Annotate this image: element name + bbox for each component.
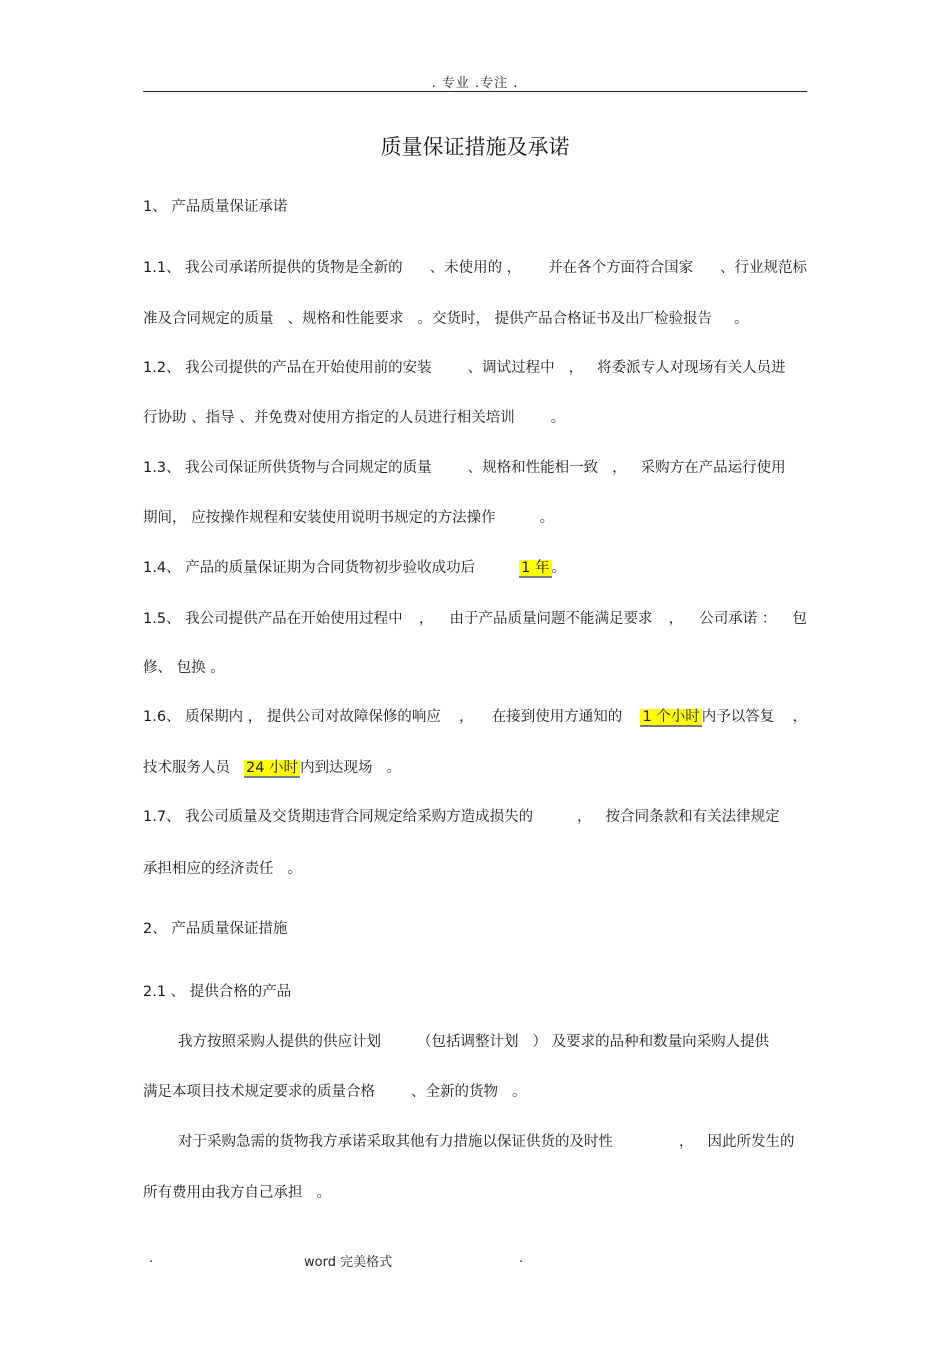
item-1-1-text-a: 1.1、 我公司承诺所提供的货物是全新的: [143, 260, 403, 276]
paragraph-1-text-2c: 。: [512, 1084, 527, 1100]
paragraph-1-text-a: 我方按照采购人提供的供应计划: [178, 1034, 381, 1050]
section-heading-2: 2、 产品质量保证措施: [143, 921, 288, 937]
paragraph-2-text-c: 因此所发生的: [707, 1134, 795, 1150]
item-1-3-line-1: [143, 458, 807, 478]
footer-text: word 完美格式: [304, 1255, 393, 1270]
paragraph-2-text-b: ，: [679, 1134, 694, 1150]
item-1-1-text-c: 并在各个方面符合国家: [548, 260, 694, 276]
header-divider: [143, 91, 807, 92]
item-1-6-line-1: [143, 707, 807, 727]
section-heading-1: 1、 产品质量保证承诺: [143, 199, 288, 215]
item-1-5-text-d: ，: [668, 611, 684, 627]
document-title: 质量保证措施及承诺: [380, 135, 570, 159]
item-1-1-line-2: [143, 309, 807, 329]
item-1-3-text-a: 1.3、 我公司保证所供货物与合同规定的质量: [143, 460, 432, 476]
item-1-6-text-c: 在接到使用方通知的: [491, 709, 623, 725]
item-1-5-text-c: 由于产品质量问题不能满足要求: [449, 611, 653, 627]
paragraph-2-line-1: [143, 1132, 807, 1152]
item-1-6-text-a: 1.6、 质保期内 ， 提供公司对故障保修的响应: [143, 709, 441, 725]
paragraph-1-text-2b: 、全新的货物: [411, 1084, 498, 1100]
item-1-3-text-2a: 期间， 应按操作规程和安装使用说明书规定的方法操作: [143, 510, 496, 526]
item-1-3-text-b: 、规格和性能相一致: [467, 460, 599, 476]
page-header: . 专业 .专注 .: [431, 76, 519, 91]
item-1-3-text-2b: 。: [539, 510, 555, 526]
item-1-1-text-2b: 、规格和性能要求: [287, 311, 404, 327]
item-1-1-text-2c: 。交货时，: [417, 311, 490, 327]
footer-left-mark: .: [149, 1251, 154, 1266]
item-1-5-line-2: 修、 包换 。: [143, 660, 225, 676]
paragraph-1-text-b: （包括调整计划: [417, 1034, 519, 1050]
item-1-6-text-2b: 内到达现场: [300, 760, 373, 776]
item-1-1-line-1: [143, 258, 807, 278]
item-1-6-text-d: 内予以答复: [701, 709, 775, 725]
item-1-6-line-2: [143, 758, 807, 778]
item-1-5-text-b: ，: [418, 611, 434, 627]
item-1-3-text-c: ，: [612, 460, 627, 476]
response-time-highlight: 1 个小时: [642, 709, 700, 725]
paragraph-2-line-2: [143, 1183, 807, 1203]
paragraph-1-text-d: 及要求的品种和数量向采购人提供: [551, 1034, 770, 1050]
item-1-1-text-b: 、未使用的 ，: [429, 260, 522, 276]
item-1-7-line-2: [143, 859, 807, 879]
paragraph-1-text-2a: 满足本项目技术规定要求的质量合格: [143, 1084, 375, 1100]
item-1-5-line-1: [143, 609, 807, 629]
item-1-2-text-a: 1.2、 我公司提供的产品在开始使用前的安装: [143, 360, 432, 376]
item-1-7-line-1: [143, 807, 807, 827]
paragraph-2-text-2a: 所有费用由我方自己承担: [143, 1185, 303, 1201]
item-1-7-text-a: 1.7、 我公司质量及交货期违背合同规定给采购方造成损失的: [143, 809, 534, 825]
item-1-1-text-d: 、行业规范标: [720, 260, 807, 276]
item-1-3-line-2: [143, 508, 807, 528]
onsite-time-highlight: 24 小时: [246, 760, 299, 776]
item-1-7-text-2a: 承担相应的经济责任: [143, 861, 274, 877]
item-1-2-line-2: [143, 408, 807, 428]
item-1-6-text-2c: 。: [386, 760, 402, 776]
item-1-5-text-a: 1.5、 我公司提供产品在开始使用过程中: [143, 611, 403, 627]
item-1-1-text-2d: 提供产品合格证书及出厂检验报告: [494, 311, 713, 327]
item-1-2-text-c: ，: [568, 360, 584, 376]
subsection-heading-2-1: 2.1 、 提供合格的产品: [143, 984, 292, 1000]
item-1-1-text-2e: 。: [734, 311, 749, 327]
item-1-4-text-b: 。: [551, 560, 567, 576]
item-1-4-text-a: 1.4、 产品的质量保证期为合同货物初步验收成功后: [143, 560, 476, 576]
item-1-7-text-c: 按合同条款和有关法律规定: [605, 809, 780, 825]
item-1-3-text-d: 采购方在产品运行使用: [640, 460, 786, 476]
item-1-5-text-f: 包: [792, 611, 807, 627]
item-1-6-text-2a: 技术服务人员: [143, 760, 230, 776]
paragraph-1-line-2: [143, 1082, 807, 1102]
paragraph-2-text-a: 对于采购急需的货物我方承诺采取其他有力措施以保证供货的及时性: [178, 1134, 613, 1150]
warranty-period-highlight: 1 年: [521, 560, 550, 576]
item-1-7-text-b: ，: [577, 809, 592, 825]
item-1-4-line-1: [143, 558, 807, 578]
item-1-6-text-e: ，: [792, 709, 807, 725]
paragraph-2-text-2b: 。: [316, 1185, 331, 1201]
item-1-2-text-b: 、调试过程中: [467, 360, 555, 376]
item-1-7-text-2b: 。: [287, 861, 302, 877]
item-1-6-text-b: ，: [459, 709, 474, 725]
item-1-2-text-d: 将委派专人对现场有关人员进: [597, 360, 786, 376]
footer-right-mark: .: [519, 1251, 524, 1266]
item-1-2-text-2b: 。: [550, 410, 566, 426]
item-1-2-line-1: [143, 358, 807, 378]
item-1-5-text-e: 公司承诺 ：: [699, 611, 777, 627]
item-1-2-text-2a: 行协助 、指导 、并免费对使用方指定的人员进行相关培训: [143, 410, 515, 426]
paragraph-1-line-1: [143, 1032, 807, 1052]
paragraph-1-text-c: ）: [532, 1034, 547, 1050]
item-1-1-text-2a: 准及合同规定的质量: [143, 311, 274, 327]
